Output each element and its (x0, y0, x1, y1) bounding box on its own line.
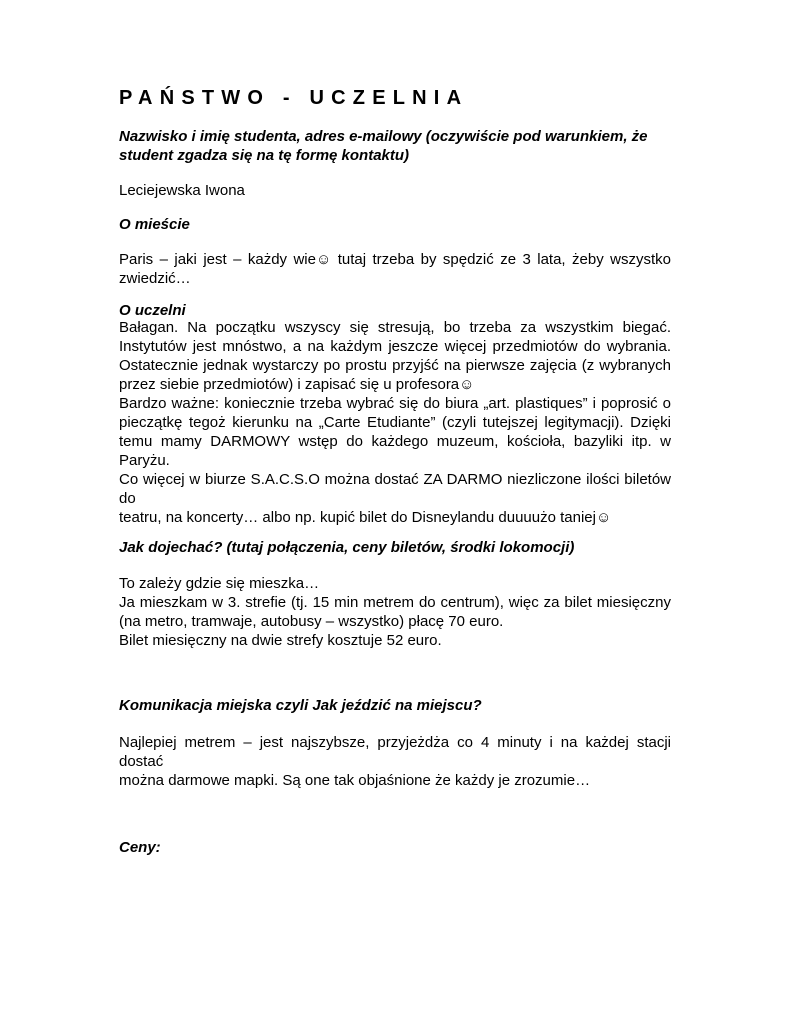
transport-text (119, 574, 671, 650)
city-text (119, 250, 671, 288)
university-text-line: Bardzo ważne: koniecznie trzeba wybrać się do biura „art. plastiques” i poprosić o (119, 395, 671, 412)
local-transport-text (119, 733, 671, 790)
university-text-line: przez siebie przedmiotów) i zapisać się u profesora☺ (119, 376, 475, 393)
city-text-line: zwiedzić… (119, 270, 191, 287)
local-transport-text-line: można darmowe mapki. Są one tak objaśnione że każdy je zrozumie… (119, 772, 591, 789)
prices-heading: Ceny: (119, 839, 161, 856)
page-title: PAŃSTWO - UCZELNIA (119, 87, 469, 109)
transport-text-line: Bilet miesięczny na dwie strefy kosztuje 52 euro. (119, 632, 442, 649)
student-name: Leciejewska Iwona (119, 182, 245, 199)
university-text-line: Bałagan. Na początku wszyscy się stresują, bo trzeba za wszystkim biegać. (119, 319, 671, 336)
transport-text-line: (na metro, tramwaje, autobusy – wszystko) płacę 70 euro. (119, 613, 504, 630)
university-heading: O uczelni (119, 302, 186, 319)
university-text (119, 318, 671, 527)
university-text-line: teatru, na koncerty… albo np. kupić bilet do Disneylandu duuuużo taniej☺ (119, 509, 612, 526)
university-text-line: Co więcej w biurze S.A.C.S.O można dostać ZA DARMO niezliczone ilości biletów do (119, 471, 671, 507)
student-heading-line: Nazwisko i imię studenta, adres e-mailowy (oczywiście pod warunkiem, że (119, 128, 648, 145)
university-text-line: pieczątkę tegoż kierunku na „Carte Etudiante” (czyli tutejszej legitymacji). Dzięki (119, 414, 671, 431)
local-transport-heading: Komunikacja miejska czyli Jak jeździć na miejscu? (119, 697, 482, 714)
transport-heading: Jak dojechać? (tutaj połączenia, ceny biletów, środki lokomocji) (119, 539, 575, 556)
university-text-line: Instytutów jest mnóstwo, a na każdym jeszcze więcej przedmiotów do wybrania. (119, 338, 671, 355)
transport-text-line: To zależy gdzie się mieszka… (119, 575, 320, 592)
university-text-line: Ostatecznie jednak wystarczy po prostu przyjść na pierwsze zajęcia (z wybranych (119, 357, 671, 374)
university-text-line: temu mamy DARMOWY wstęp do każdego muzeum, kościoła, bazyliki itp. w Paryżu. (119, 433, 671, 469)
city-text-line: Paris – jaki jest – każdy wie☺ tutaj trzeba by spędzić ze 3 lata, żeby wszystko (119, 251, 671, 268)
student-heading (119, 127, 671, 165)
city-heading: O mieście (119, 216, 190, 233)
transport-text-line: Ja mieszkam w 3. strefie (tj. 15 min metrem do centrum), więc za bilet miesięczny (119, 594, 671, 611)
student-heading-line: student zgadza się na tę formę kontaktu) (119, 147, 410, 164)
local-transport-text-line: Najlepiej metrem – jest najszybsze, przyjeżdża co 4 minuty i na każdej stacji dostać (119, 734, 671, 770)
